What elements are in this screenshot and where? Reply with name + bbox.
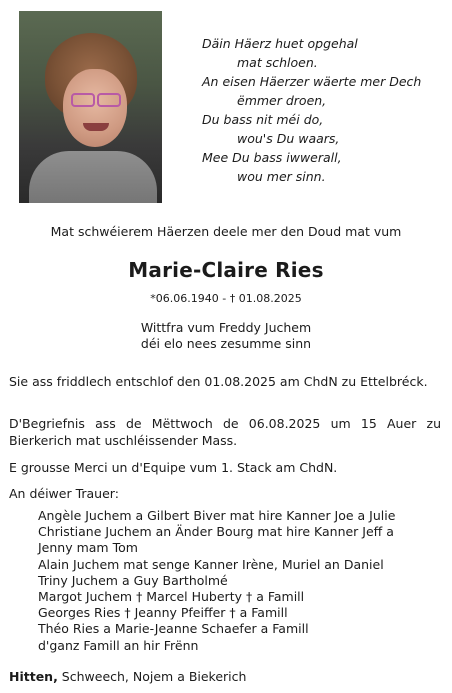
portrait-glasses-right — [97, 93, 121, 107]
mourning-heading: An déiwer Trauer: — [9, 486, 119, 501]
mourner-line: Jenny mam Tom — [38, 540, 138, 556]
poem-line: Du bass nit méi do, — [202, 112, 324, 127]
widow-line: Wittfra vum Freddy Juchem — [140, 320, 312, 335]
places-footer-rest: Schweech, Nojem a Biekerich — [57, 669, 247, 684]
poem-line: mat schloen. — [237, 55, 318, 70]
widow-note — [0, 320, 452, 352]
places-footer — [9, 669, 246, 684]
poem-line: ëmmer droen, — [237, 93, 327, 108]
portrait-mouth — [83, 123, 109, 131]
mourners-list — [38, 508, 443, 654]
thanks-paragraph: E grousse Merci un d'Equipe vum 1. Stack am ChdN. — [9, 460, 338, 475]
poem-line: wou mer sinn. — [237, 169, 326, 184]
mourner-line: Angèle Juchem a Gilbert Biver mat hire Kanner Joe a Julie — [38, 508, 396, 523]
poem-line: Däin Häerz huet opgehal — [202, 36, 358, 51]
life-dates: *06.06.1940 - † 01.08.2025 — [150, 292, 302, 305]
deceased-name: Marie-Claire Ries — [128, 258, 324, 282]
places-footer-bold: Hitten, — [9, 669, 58, 684]
portrait-face — [63, 69, 127, 147]
mourner-line: Georges Ries † Jeanny Pfeiffer † a Famill — [38, 605, 288, 621]
mourner-line: Christiane Juchem an Änder Bourg mat hire Kanner Jeff a — [38, 524, 394, 540]
poem-line: An eisen Häerzer wäerte mer Dech — [202, 74, 422, 89]
poem — [202, 34, 447, 186]
portrait-photo — [19, 11, 162, 203]
mourner-line: Alain Juchem mat senge Kanner Irène, Muriel an Daniel — [38, 556, 384, 572]
portrait-glasses-left — [71, 93, 95, 107]
mourner-line: Triny Juchem a Guy Bartholmé — [38, 572, 228, 588]
death-notice-paragraph: Sie ass friddlech entschlof den 01.08.2025 am ChdN zu Ettelbréck. — [9, 374, 428, 389]
poem-line: wou's Du waars, — [237, 131, 340, 146]
widow-line: déi elo nees zesumme sinn — [140, 336, 312, 351]
intro-text: Mat schwéierem Häerzen deele mer den Doud mat vum — [50, 224, 402, 239]
poem-line: Mee Du bass iwwerall, — [202, 150, 342, 165]
funeral-paragraph: D'Begriefnis ass de Mëttwoch de 06.08.2025 um 15 Auer zu Bierkerich mat uschléissender Mass. — [9, 416, 441, 448]
mourner-line: Margot Juchem † Marcel Huberty † a Famill — [38, 589, 305, 605]
mourner-line: d'ganz Famill an hir Frënn — [38, 637, 199, 653]
portrait-shirt — [29, 151, 157, 203]
mourner-line: Théo Ries a Marie-Jeanne Schaefer a Famill — [38, 621, 309, 637]
